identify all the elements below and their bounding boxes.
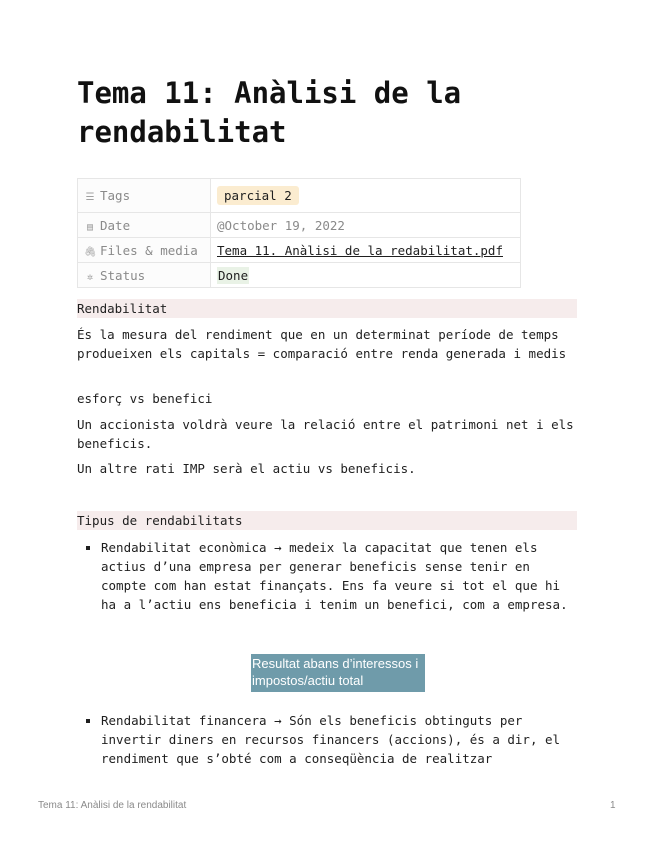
page-number: 1 xyxy=(610,800,616,811)
list-item: Rendabilitat econòmica → medeix la capacitat que tenen els actius d’una empresa per generar beneficis sense tenir en compte com han estat finançats. Ens fa veure si tot el que hi ha a l’actiu ens beneficia i tenim un benefici, com a empresa. xyxy=(77,538,577,614)
property-key-label: Date xyxy=(100,217,131,233)
file-link[interactable]: Tema 11. Anàlisi de la redabilitat.pdf xyxy=(217,242,503,258)
footer-title: Tema 11: Anàlisi de la rendabilitat xyxy=(38,800,187,811)
property-key xyxy=(78,263,211,288)
formula-image: Resultat abans d’interessos i impostos/actiu total xyxy=(251,654,425,692)
bullet-list xyxy=(77,711,577,768)
property-key-label: Tags xyxy=(100,188,131,203)
property-key-label: Files & media xyxy=(100,242,198,258)
list-item: Rendabilitat financera → Són els beneficis obtinguts per invertir diners en recursos financers (accions), és a dir, el rendiment que s’obté com a conseqüència de realitzar xyxy=(77,711,577,768)
page-title: Tema 11: Anàlisi de la rendabilitat xyxy=(77,76,462,149)
paragraph: És la mesura del rendiment que en un determinat període de temps produeixen els capitals = comparació entre renda generada i medis xyxy=(77,327,567,361)
paperclip-icon: 🖇 xyxy=(84,246,97,258)
property-row-date xyxy=(78,213,521,238)
property-key xyxy=(78,179,211,213)
property-row-status xyxy=(78,263,521,288)
properties-table xyxy=(77,178,521,288)
date-value[interactable]: @October 19, 2022 xyxy=(217,217,345,233)
property-key xyxy=(78,238,211,263)
status-icon: ✲ xyxy=(86,271,94,283)
bullet-list xyxy=(77,538,577,614)
paragraph: esforç vs benefici xyxy=(77,391,213,406)
paragraph: Un altre rati IMP serà el actiu vs beneficis. xyxy=(77,461,416,476)
calendar-icon: ▤ xyxy=(86,221,94,233)
property-row-tags xyxy=(78,179,521,213)
property-value[interactable] xyxy=(211,213,521,238)
list-icon: ☰ xyxy=(85,192,95,203)
section-heading-tipus: Tipus de rendabilitats xyxy=(77,511,577,530)
tag-badge[interactable]: parcial 2 xyxy=(217,186,299,205)
paragraph: Un accionista voldrà veure la relació entre el patrimoni net i els beneficis. xyxy=(77,417,574,451)
property-key-label: Status xyxy=(100,267,146,283)
property-value[interactable] xyxy=(211,179,521,213)
property-value[interactable] xyxy=(211,263,521,288)
section-heading-rendabilitat: Rendabilitat xyxy=(77,299,577,318)
property-row-files xyxy=(78,238,521,263)
status-badge[interactable]: Done xyxy=(218,267,249,283)
property-value[interactable] xyxy=(211,238,521,263)
property-key xyxy=(78,213,211,238)
